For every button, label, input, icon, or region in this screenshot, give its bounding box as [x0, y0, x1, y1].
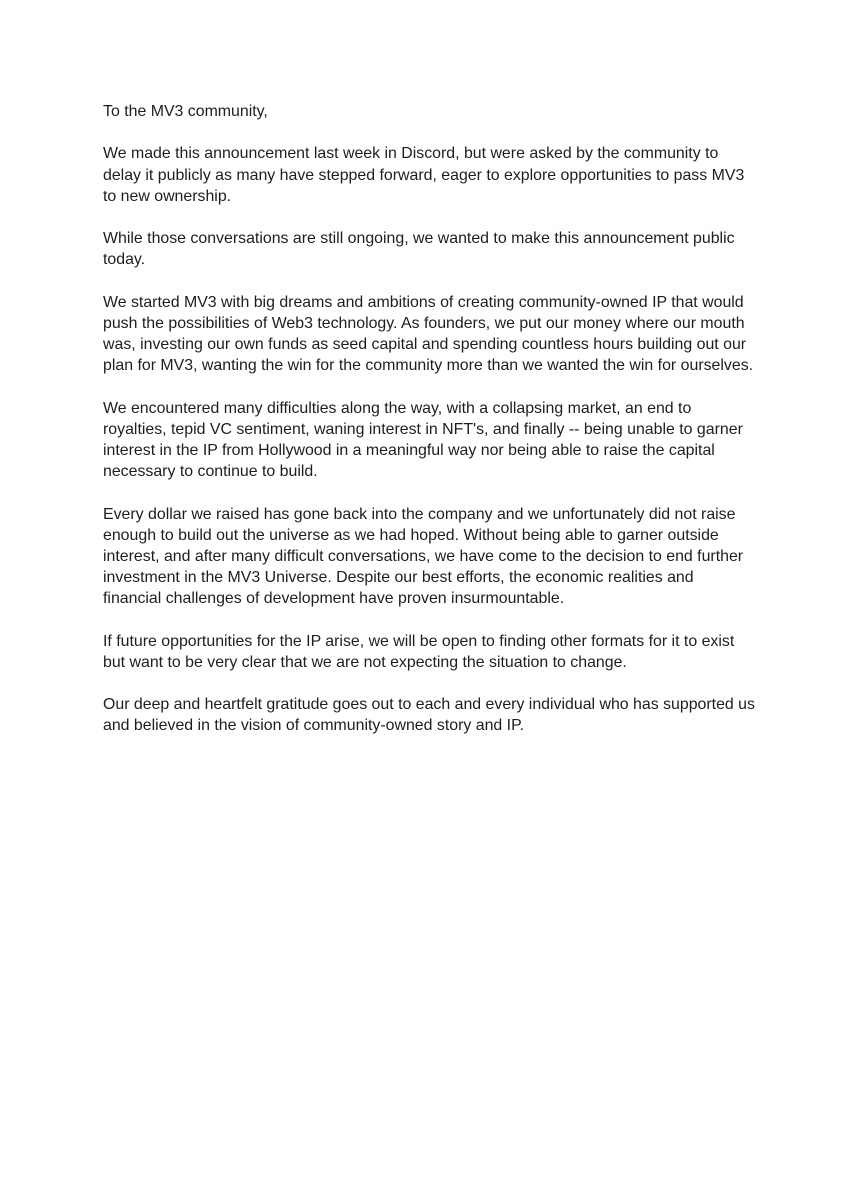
text-line: While those conversations are still ongoing, we wanted to make this announcement public	[103, 230, 735, 248]
text-line: To the MV3 community,	[103, 103, 268, 120]
paragraph-decision	[103, 504, 753, 610]
paragraph-conversations	[103, 228, 753, 270]
text-line: enough to build out the universe as we had hoped. Without being able to garner outside	[103, 526, 719, 544]
text-line: and believed in the vision of community-owned story and IP.	[103, 717, 525, 735]
text-line: investment in the MV3 Universe. Despite our best efforts, the economic realities and	[103, 569, 694, 587]
salutation	[103, 101, 753, 122]
paragraph-future	[103, 631, 753, 673]
text-line: If future opportunities for the IP arise, we will be open to finding other formats for it to exist	[103, 632, 735, 650]
text-line: push the possibilities of Web3 technology. As founders, we put our money where our mouth	[103, 314, 745, 332]
text-line: Our deep and heartfelt gratitude goes out to each and every individual who has supported us	[103, 696, 755, 714]
text-line: interest, and after many difficult conversations, we have come to the decision to end further	[103, 547, 744, 565]
text-line: necessary to continue to build.	[103, 463, 318, 481]
text-line: today.	[103, 251, 146, 269]
paragraph-announcement	[103, 143, 753, 207]
text-line: interest in the IP from Hollywood in a meaningful way nor being able to raise the capital	[103, 442, 715, 459]
text-line: financial challenges of development have proven insurmountable.	[103, 590, 565, 608]
text-line: We made this announcement last week in Discord, but were asked by the community to	[103, 145, 719, 163]
text-line: delay it publicly as many have stepped forward, eager to explore opportunities to pass MV3	[103, 166, 745, 184]
text-line: to new ownership.	[103, 187, 232, 205]
text-line: We started MV3 with big dreams and ambitions of creating community-owned IP that would	[103, 293, 744, 311]
letter-body	[103, 101, 753, 758]
paragraph-gratitude	[103, 694, 753, 736]
text-line: Every dollar we raised has gone back into the company and we unfortunately did not raise	[103, 505, 736, 523]
text-line: was, investing our own funds as seed capital and spending countless hours building out our	[103, 336, 747, 354]
text-line: royalties, tepid VC sentiment, waning interest in NFT's, and finally -- being unable to garner	[103, 420, 743, 438]
text-line: plan for MV3, wanting the win for the community more than we wanted the win for ourselves.	[103, 357, 754, 375]
paragraph-difficulties	[103, 398, 753, 483]
text-line: but want to be very clear that we are not expecting the situation to change.	[103, 653, 627, 671]
text-line: We encountered many difficulties along the way, with a collapsing market, an end to	[103, 399, 692, 417]
paragraph-origins	[103, 292, 753, 377]
